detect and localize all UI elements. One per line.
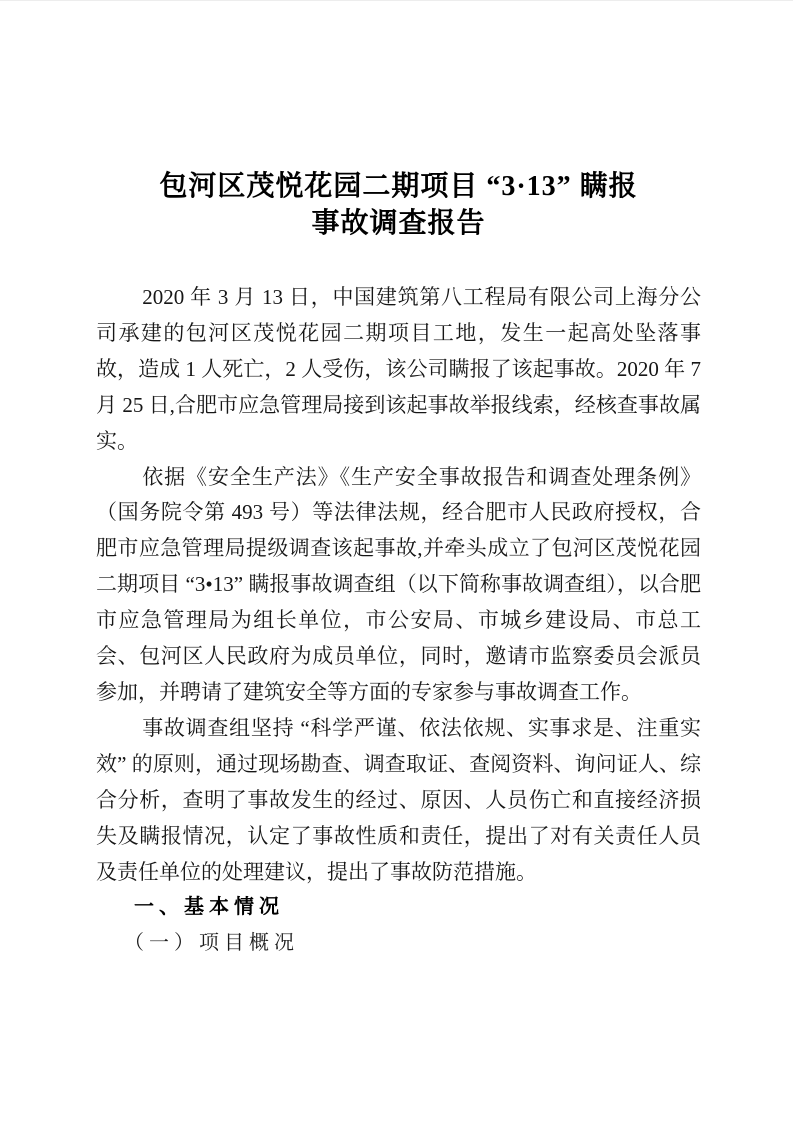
section-heading-basic-situation: 一、基本情况 xyxy=(134,896,284,919)
document-title xyxy=(96,168,701,242)
subsection-heading-project-overview: （一）项目概况 xyxy=(124,932,299,955)
paragraph-accident-intro: 2020 年 3 月 13 日，中国建筑第八工程局有限公司上海分公司承建的包河区茂悦花园二期项目工地，发生一起高处坠落事故，造成 1 人死亡，2 人受伤，该公司瞒报了该起事故。2020 年 7 月 25 日,合肥市应急管理局接到该起事故举报线索，经核查事故属实。 xyxy=(96,285,701,453)
paragraph-legal-basis: 依据《安全生产法》《生产安全事故报告和调查处理条例》（国务院令第 493 号）等法律法规，经合肥市人民政府授权，合肥市应急管理局提级调查该起事故,并牵头成立了包河区茂悦花园二期项目 “3•13” 瞒报事故调查组（以下简称事故调查组），以合肥市应急管理局为组长单位，市公安局、市城乡建设局、市总工会、包河区人民政府为成员单位，同时，邀请市监察委员会派员参加，并聘请了建筑安全等方面的专家参与事故调查工作。 xyxy=(96,464,701,704)
paragraph-investigation-principles: 事故调查组坚持 “科学严谨、依法依规、实事求是、注重实效” 的原则，通过现场勘查、调查取证、查阅资料、询问证人、综合分析，查明了事故发生的经过、原因、人员伤亡和直接经济损失及瞒报情况，认定了事故性质和责任，提出了对有关责任人员及责任单位的处理建议，提出了事故防范措施。 xyxy=(96,715,701,884)
document-title-line-2: 事故调查报告 xyxy=(311,208,486,239)
document-content xyxy=(96,1,701,962)
document-title-line-1: 包河区茂悦花园二期项目 “3·13” 瞒报 xyxy=(159,171,638,202)
